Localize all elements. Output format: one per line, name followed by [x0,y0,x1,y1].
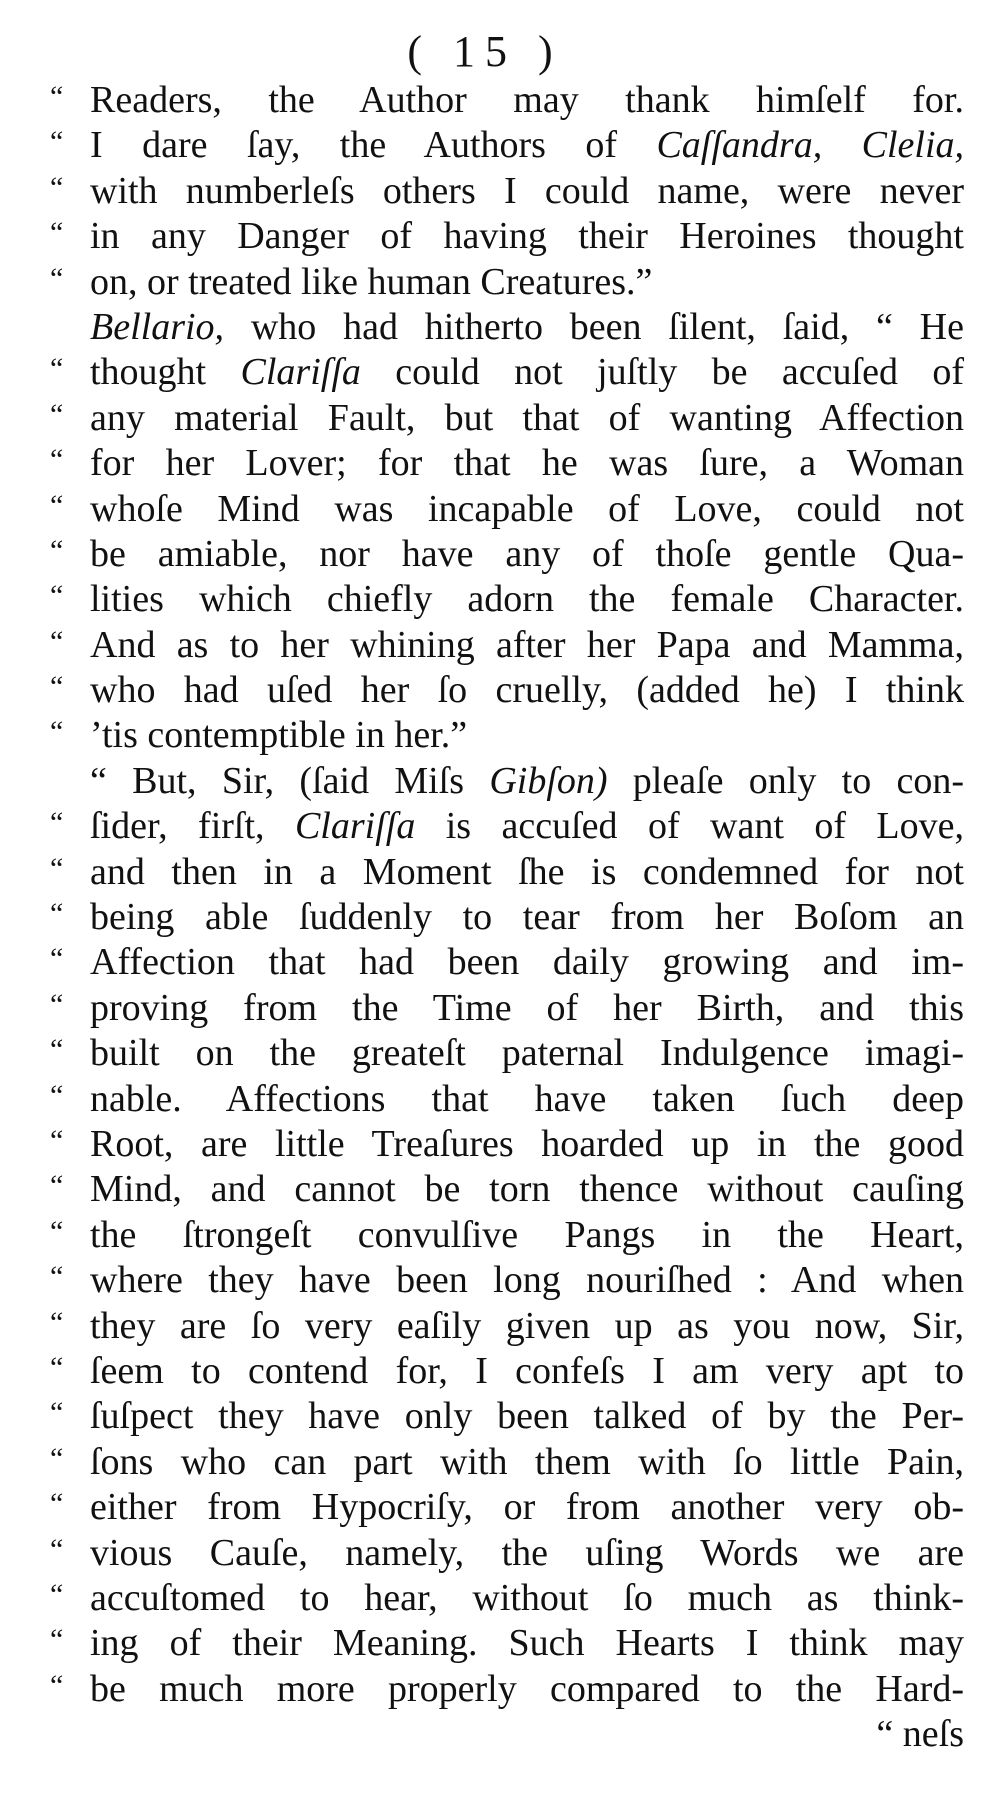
text-run: ſider, firſt, [90,805,295,848]
page-number: ( 15 ) [407,27,563,76]
line-text [90,123,964,168]
line-text [90,350,964,395]
line-text [90,214,964,259]
margin-quote-mark: “ [50,806,64,840]
line-text [90,441,964,486]
line-text [90,305,964,350]
text-line [0,350,1000,395]
text-line [0,850,1000,895]
text-run: built on the greateſt paternal Indulgence imagi- [90,1032,964,1075]
text-run: be amiable, nor have any of thoſe gentle Qua- [90,532,964,575]
italic-text: Clariſſa [240,351,361,394]
text-run: And as to her whining after her Papa and Mamma, [90,623,964,666]
text-run: be much more properly compared to the Hard- [90,1667,964,1710]
text-line [0,260,1000,305]
line-text [90,850,964,895]
margin-quote-mark: “ [50,851,64,885]
text-line [0,668,1000,713]
margin-quote-mark: “ [50,261,64,295]
line-text [90,1440,964,1485]
line-text [90,1667,964,1712]
text-line [0,1349,1000,1394]
text-run: Mind, and cannot be torn thence without cauſing [90,1168,964,1211]
text-line [0,1621,1000,1666]
margin-quote-mark: “ [50,1441,64,1475]
line-text [90,986,964,1031]
margin-quote-mark: “ [50,125,64,159]
text-line [0,940,1000,985]
margin-quote-mark: “ [50,1078,64,1112]
margin-quote-mark: “ [50,488,64,522]
line-text [90,487,964,532]
text-run: accuſtomed to hear, without ſo much as think- [90,1576,964,1619]
text-run: nable. Affections that have taken ſuch deep [90,1077,964,1120]
text-run: ing of their Meaning. Such Hearts I think may [90,1622,964,1665]
text-line [0,1213,1000,1258]
text-run: who had hitherto been ſilent, ſaid, “ He [224,305,964,348]
line-text [90,1122,964,1167]
text-run: either from Hypocriſy, or from another very ob- [90,1486,964,1529]
text-line [0,487,1000,532]
margin-quote-mark: “ [50,1623,64,1657]
text-run: vious Cauſe, namely, the uſing Words we are [90,1531,964,1574]
margin-quote-mark: “ [50,397,64,431]
margin-quote-mark: “ [50,1577,64,1611]
text-line [0,759,1000,804]
margin-quote-mark: “ [50,1305,64,1339]
text-run: for her Lover; for that he was ſure, a Woman [90,442,964,485]
text-run: ’tis contemptible in her.” [90,714,468,757]
text-line [0,1258,1000,1303]
line-text [90,1349,964,1394]
text-line [0,1576,1000,1621]
margin-quote-mark: “ [50,1487,64,1521]
margin-quote-mark: “ [50,715,64,749]
margin-quote-mark: “ [50,216,64,250]
text-line [0,713,1000,758]
margin-quote-mark: “ [50,1033,64,1067]
italic-text: Bellario, [90,305,225,348]
text-line [0,804,1000,849]
italic-text: Clariſſa [294,805,416,848]
text-run: ſons who can part with them with ſo little Pain, [90,1440,964,1483]
line-text [90,1485,964,1530]
text-line [0,577,1000,622]
margin-quote-mark: “ [50,533,64,567]
text-line [0,1122,1000,1167]
line-text [90,668,964,713]
text-line [0,1440,1000,1485]
margin-quote-mark: “ [50,579,64,613]
text-run: the ſtrongeſt convulſive Pangs in the Heart, [90,1213,964,1256]
text-line [0,895,1000,940]
text-line [0,396,1000,441]
text-run: in any Danger of having their Heroines thought [90,215,964,258]
text-run: Affection that had been daily growing and im- [90,941,964,984]
text-run: thought [90,351,241,394]
text-line [0,1531,1000,1576]
margin-quote-mark: “ [50,1169,64,1203]
margin-quote-mark: “ [50,624,64,658]
text-run: “ But, Sir, (ſaid Miſs [90,759,490,802]
text-run: ſuſpect they have only been talked of by the Per- [90,1395,964,1438]
line-text [90,169,964,214]
text-line [0,532,1000,577]
margin-quote-mark: “ [50,1123,64,1157]
line-text [90,577,964,622]
margin-quote-mark: “ [50,80,64,113]
line-text [90,532,964,577]
line-text [90,804,964,849]
line-text [90,623,964,668]
text-run: who had uſed her ſo cruelly, (added he) I think [90,669,964,712]
line-text [90,713,964,758]
text-line [0,1394,1000,1439]
line-text [90,1304,964,1349]
body-text [0,78,1000,1712]
text-line [0,214,1000,259]
text-line [0,78,1000,123]
text-run: could not juſtly be accuſed of [360,351,964,394]
margin-quote-mark: “ [50,942,64,976]
margin-quote-mark: “ [50,1350,64,1384]
text-run: Root, are little Treaſures hoarded up in the good [90,1122,964,1165]
italic-text: Caſſandra, Clelia, [656,124,965,167]
text-line [0,623,1000,668]
text-line [0,1167,1000,1212]
line-text [90,940,964,985]
margin-quote-mark: “ [50,897,64,931]
text-run: pleaſe only to con- [607,759,964,802]
italic-text: Gibſon) [489,759,608,802]
text-line [0,1667,1000,1712]
margin-quote-mark: “ [50,1396,64,1430]
line-text [90,1576,964,1621]
text-run: Readers, the Author may thank himſelf for. [90,79,964,121]
line-text [90,1531,964,1576]
margin-quote-mark: “ [50,987,64,1021]
text-run: proving from the Time of her Birth, and this [90,986,964,1029]
margin-quote-mark: “ [50,1668,64,1702]
text-run: being able ſuddenly to tear from her Boſom an [90,896,964,939]
text-line [0,123,1000,168]
margin-quote-mark: “ [50,443,64,477]
text-run: any material Fault, but that of wanting Affection [90,396,964,439]
catchword: “ neſs [876,1713,964,1756]
margin-quote-mark: “ [50,1260,64,1294]
text-line [0,441,1000,486]
line-text [90,260,964,305]
text-run: is accuſed of want of Love, [415,805,964,848]
text-line [0,986,1000,1031]
text-line [0,1304,1000,1349]
text-line [0,1485,1000,1530]
margin-quote-mark: “ [50,670,64,704]
text-run: they are ſo very eaſily given up as you now, Sir, [90,1304,964,1347]
text-run: ſeem to contend for, I confeſs I am very apt to [90,1349,964,1392]
line-text [90,1213,964,1258]
line-text [90,1394,964,1439]
line-text [90,1077,964,1122]
line-text [90,895,964,940]
text-run: on, or treated like human Creatures.” [90,260,653,303]
text-run: with numberleſs others I could name, were never [90,169,964,212]
line-text [90,396,964,441]
line-text [90,1258,964,1303]
line-text [90,1031,964,1076]
margin-quote-mark: “ [50,1532,64,1566]
line-text [90,78,964,123]
margin-quote-mark: “ [50,1214,64,1248]
text-run: I dare ſay, the Authors of [90,124,657,167]
text-line [0,1077,1000,1122]
text-run: lities which chiefly adorn the female Character. [90,578,964,621]
line-text [90,1621,964,1666]
text-run: and then in a Moment ſhe is condemned for not [90,850,964,893]
line-text [90,1167,964,1212]
text-run: where they have been long nouriſhed : And when [90,1259,964,1302]
text-line [0,305,1000,350]
margin-quote-mark: “ [50,170,64,204]
text-line [0,169,1000,214]
line-text [90,759,964,804]
margin-quote-mark: “ [50,352,64,386]
text-run: whoſe Mind was incapable of Love, could not [90,487,964,530]
text-line [0,1031,1000,1076]
